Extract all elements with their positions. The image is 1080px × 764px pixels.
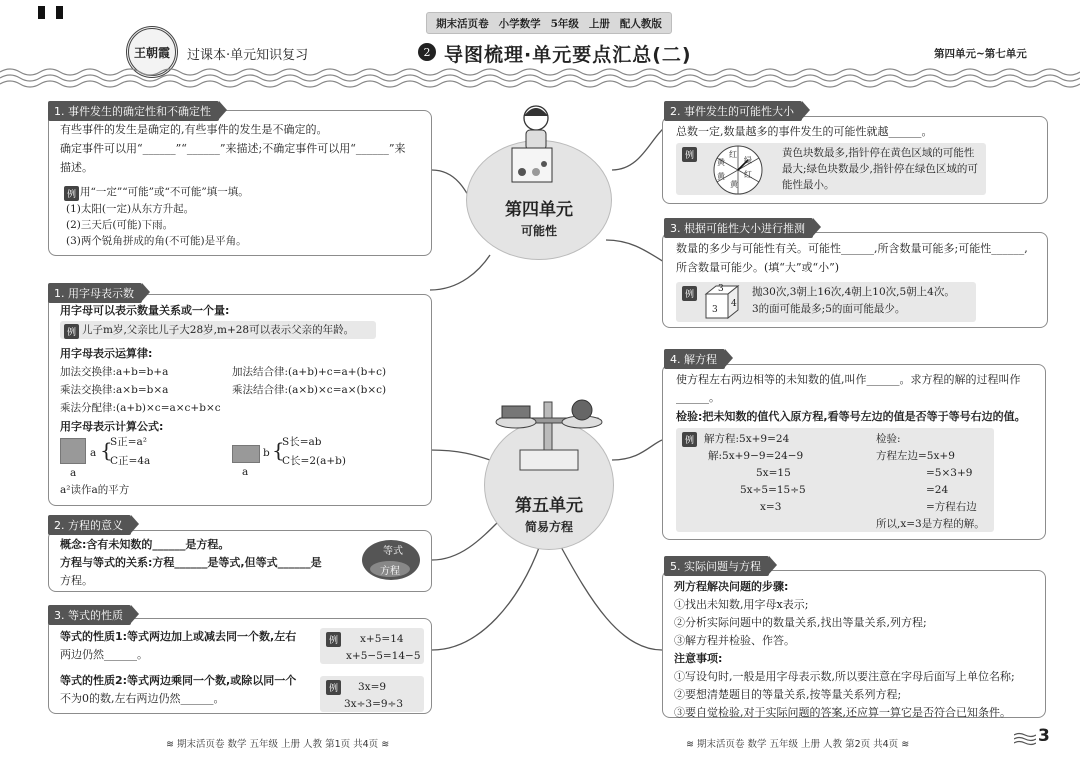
book-section: 过课本·单元知识复习 — [187, 48, 309, 63]
banner-term: 上册 — [588, 17, 610, 30]
venn-label: 方程 — [380, 565, 400, 577]
text-line: 方程与等式的关系:方程______是等式,但等式______是 — [60, 556, 322, 569]
check-step: =5×3+9 — [926, 467, 973, 479]
note-line: ①写设句时,一般是用字母表示数,所以要注意在字母后面写上单位名称; — [674, 670, 1015, 683]
check-step: 所以,x=3是方程的解。 — [876, 518, 985, 530]
law-line: 乘法分配律:(a+b)×c=a×c+b×c — [60, 402, 221, 414]
banner-title: 期末活页卷 — [436, 17, 489, 30]
logo-text: 王朝霞 — [133, 45, 170, 60]
banner-subject: 小学数学 — [498, 17, 541, 30]
example-line: 抛30次,3朝上16次,4朝上10次,5朝上4次。 — [752, 286, 955, 298]
section-inference-tag: 3. 根据可能性大小进行推测 — [664, 218, 813, 238]
top-banner — [426, 12, 672, 34]
unit5-title: 第五单元 — [515, 496, 583, 516]
step-line: ①找出未知数,用字母x表示; — [674, 598, 809, 611]
example-line: 3的面可能最多;5的面可能最少。 — [752, 303, 906, 315]
wave-divider — [0, 66, 1080, 88]
text-line: 用字母表示运算律: — [60, 347, 153, 360]
wheel-label: 红 — [744, 170, 752, 179]
wheel-label: 红 — [729, 150, 737, 159]
footer-left: ≋ 期末活页卷 数学 五年级 上册 人教 第1页 共4页 ≋ — [166, 739, 390, 750]
venn-label: 等式 — [383, 546, 403, 557]
text-line: 数量的多少与可能性有关。可能性______,所含数量可能多;可能性______, — [676, 242, 1028, 255]
step-line: ②分析实际问题中的数量关系,找出等量关系,列方程; — [674, 616, 927, 629]
balance-scale-illustration — [490, 396, 608, 472]
example-badge: 例 — [64, 324, 79, 339]
text-line: 使方程左右两边相等的未知数的值,叫作______。求方程的解的过程叫作 — [676, 373, 1021, 386]
unit-range: 第四单元~第七单元 — [934, 48, 1027, 60]
text-line: 所含数量可能少。(填“大”或“小”) — [676, 261, 840, 274]
cube-face-label: 3 — [718, 284, 724, 294]
unit4-title: 第四单元 — [505, 200, 573, 220]
check-step: 方程左边=5x+9 — [876, 450, 955, 462]
text-line: 确定事件可以用“______”“______”来描述;不确定事件可以用“______”来 — [60, 142, 406, 155]
text-line: 方程。 — [60, 574, 93, 587]
example-line: 最大;绿色块数最少,指针停在绿色区域的可 — [782, 163, 978, 175]
example-badge: 例 — [326, 632, 341, 647]
example-line: 黄色块数最多,指针停在黄色区域的可能性 — [782, 147, 975, 159]
example-line: x+5−5=14−5 — [346, 650, 421, 662]
law-line: 加法交换律:a+b=b+a — [60, 366, 169, 378]
page-number: 3 — [1038, 726, 1050, 746]
child-with-box-illustration — [498, 102, 572, 192]
text-line: 概念:含有未知数的______是方程。 — [60, 538, 230, 551]
text-line: 用字母可以表示数量关系或一个量: — [60, 304, 230, 317]
example-line: x+5=14 — [360, 633, 404, 645]
text-line: 两边仍然______。 — [60, 648, 148, 661]
solve-step: 解:5x+9−9=24−9 — [708, 450, 804, 462]
law-line: 乘法交换律:a×b=b×a — [60, 384, 169, 396]
wheel-label: 黄 — [717, 172, 725, 181]
formula: C长=2(a+b) — [282, 455, 346, 467]
brace-icon: { — [272, 438, 285, 462]
text-line: a²读作a的平方 — [60, 484, 130, 496]
page-title: 导图梳理·单元要点汇总(二) — [444, 44, 692, 66]
example-line: (2)三天后(可能)下雨。 — [66, 219, 174, 231]
corner-mark — [38, 6, 45, 19]
wave-mark-icon — [1014, 732, 1036, 746]
banner-grade: 5年级 — [550, 17, 579, 30]
note-line: ③要自觉检验,对于实际问题的答案,还应算一算它是否符合已知条件。 — [674, 706, 1011, 719]
example-badge: 例 — [682, 147, 697, 162]
section-equality-properties-tag: 3. 等式的性质 — [48, 605, 131, 625]
text-line: 有些事件的发生是确定的,有些事件的发生是不确定的。 — [60, 123, 328, 136]
corner-mark — [56, 6, 63, 19]
check-step: =方程右边 — [926, 501, 977, 513]
example-line: 3x÷3=9÷3 — [344, 698, 404, 710]
check-step: 检验: — [876, 433, 901, 445]
equation-venn-inner — [370, 561, 410, 577]
solve-step: 解方程:5x+9=24 — [704, 433, 790, 445]
formula: S长=ab — [282, 436, 322, 448]
square-side-label: a — [70, 467, 77, 479]
cube-face-label: 3 — [712, 305, 718, 315]
rect-side-label: a — [242, 466, 249, 478]
text-line: 描述。 — [60, 161, 93, 174]
law-line: 乘法结合律:(a×b)×c=a×(b×c) — [232, 384, 387, 396]
formula: C正=4a — [110, 455, 151, 467]
spinner-wheel-icon — [712, 144, 764, 196]
example-badge: 例 — [64, 186, 79, 201]
example-line: (1)太阳(一定)从东方升起。 — [66, 203, 195, 215]
example-badge: 例 — [326, 680, 341, 695]
example-line: 儿子m岁,父亲比儿子大28岁,m+28可以表示父亲的年龄。 — [82, 324, 355, 336]
text-line: 不为0的数,左右两边仍然______。 — [60, 692, 225, 705]
rect-side-label: b — [263, 447, 270, 459]
formula: S正=a² — [110, 436, 147, 448]
step-line: ③解方程并检验、作答。 — [674, 634, 795, 647]
text-line: 总数一定,数量越多的事件发生的可能性就越______。 — [676, 125, 933, 138]
solve-step: x=3 — [760, 501, 782, 513]
example-line: 3x=9 — [358, 681, 387, 693]
section-solve-equation-tag: 4. 解方程 — [664, 349, 725, 369]
wheel-label: 绿 — [744, 156, 752, 165]
example-line: (3)两个锐角拼成的角(不可能)是平角。 — [66, 235, 247, 247]
text-line: 用字母表示计算公式: — [60, 420, 164, 433]
note-line: ②要想清楚题目的等量关系,按等量关系列方程; — [674, 688, 902, 701]
solve-step: 5x÷5=15÷5 — [740, 484, 806, 496]
text-line: 等式的性质2:等式两边乘同一个数,或除以同一个 — [60, 674, 297, 687]
wheel-label: 黄 — [717, 158, 725, 167]
rectangle-figure — [232, 445, 260, 463]
unit4-subtitle: 可能性 — [520, 224, 557, 238]
example-line: 能性最小。 — [782, 179, 835, 191]
square-figure — [60, 438, 86, 464]
title-number-badge: 2 — [418, 43, 436, 61]
unit5-subtitle: 简易方程 — [524, 520, 573, 534]
text-line: 列方程解决问题的步骤: — [674, 580, 789, 593]
section-certainty-tag: 1. 事件发生的确定性和不确定性 — [48, 101, 219, 121]
section-probability-size-tag: 2. 事件发生的可能性大小 — [664, 101, 802, 121]
text-line: 注意事项: — [674, 652, 723, 665]
cube-face-label: 4 — [731, 299, 737, 309]
brace-icon: { — [100, 438, 113, 462]
law-line: 加法结合律:(a+b)+c=a+(b+c) — [232, 366, 387, 378]
section-letters-tag: 1. 用字母表示数 — [48, 283, 142, 303]
example-badge: 例 — [682, 432, 697, 447]
square-side-label: a — [90, 447, 97, 459]
example-line: 用“一定”“可能”或“不可能”填一填。 — [80, 186, 249, 198]
section-word-problems-tag: 5. 实际问题与方程 — [664, 556, 769, 576]
banner-edition: 配人教版 — [619, 17, 662, 30]
solve-step: 5x=15 — [756, 467, 791, 479]
check-step: =24 — [926, 484, 949, 496]
footer-right: ≋ 期末活页卷 数学 五年级 上册 人教 第2页 共4页 ≋ — [686, 739, 910, 750]
text-line: 等式的性质1:等式两边加上或减去同一个数,左右 — [60, 630, 297, 643]
section-equation-meaning-tag: 2. 方程的意义 — [48, 515, 131, 535]
text-line: 检验:把未知数的值代入原方程,看等号左边的值是否等于等号右边的值。 — [676, 410, 1026, 423]
text-line: ______。 — [676, 391, 720, 404]
example-badge: 例 — [682, 286, 697, 301]
wheel-label: 黄 — [730, 180, 738, 189]
